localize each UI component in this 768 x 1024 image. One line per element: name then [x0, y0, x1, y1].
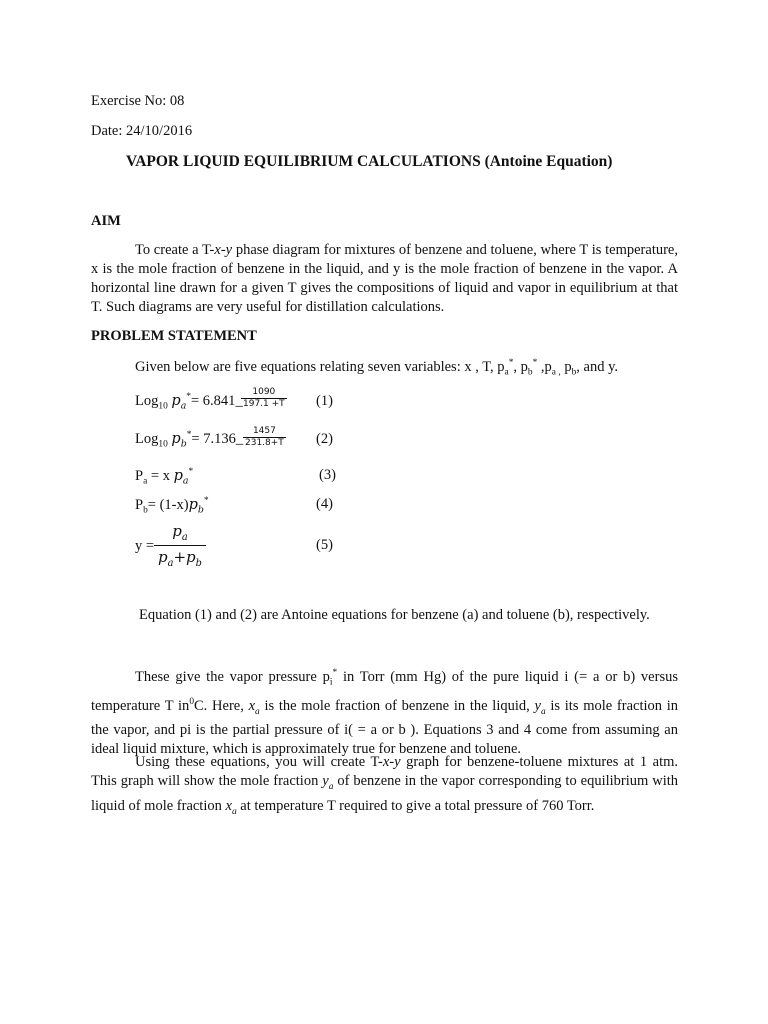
equation-4: $P_b= (1-x)p_b^*$ [135, 496, 209, 516]
equation-5-number: (5) [316, 537, 333, 553]
equation-2-number: (2) [316, 431, 333, 447]
equation-1-fraction: $\frac{1090}{197.1 +T}$ [243, 387, 285, 409]
aim-paragraph: To create a T-x-y phase diagram for mixtures of benzene and toluene, where T is temperature, x is the mole fraction of benzene in the liquid, and y is the mole fraction of benzene in the vapor. A horizontal line drawn for a given T gives the compositions of liquid and vapor in equilibrium at that T. Such diagrams are very useful for distillation calculations. [91, 242, 678, 315]
equation-3-number: (3) [319, 467, 336, 483]
document-title: VAPOR LIQUID EQUILIBRIUM CALCULATIONS (Antoine Equation) [126, 153, 613, 170]
exercise-number: Exercise No: 08 [91, 93, 185, 109]
equation-5-lhs: y = [135, 538, 155, 554]
exercise-date: Date: 24/10/2016 [91, 123, 193, 139]
equation-3: $P_a = x$ $p_a^*$ [135, 467, 194, 487]
equation-1-number: (1) [316, 393, 333, 409]
vapor-pressure-paragraph: These give the vapor pressure $p_i^*$ in Torr (mm Hg) of the pure liquid i (= a or b) versus temperature T $in^0C$. Here, $x_a$ is the mole fraction of benzene in the liquid, $y_a$ is its mole fraction in the vapor, and pi is the partial pressure of i( = a or b ). Equations 3 and 4 come from assuming an ideal liquid mixture, which is approximately true for benzene and toluene. [91, 668, 679, 758]
equation-1: Log$_{10}$ $p_a^*=$ 6.841_ [135, 392, 243, 412]
equation-5-fraction: $\frac{p_a}{p_a+p_b}$ [154, 522, 206, 569]
problem-heading: PROBLEM STATEMENT [91, 328, 257, 344]
equation-4-number: (4) [316, 496, 333, 512]
equation-2-fraction: $\frac{1457}{231.8+T}$ [245, 426, 284, 448]
problem-intro: Given below are five equations relating seven variables: x , T, $p_a^*$, $p_b^*$ $,p_{a ,}$ $p_b$, and y. [135, 358, 619, 378]
antoine-note: Equation (1) and (2) are Antoine equations for benzene (a) and toluene (b), respectively. [139, 607, 650, 623]
aim-heading: AIM [91, 213, 121, 229]
equation-2: Log$_{10}$ $p_b^*=$ 7.136_ [135, 430, 244, 450]
graph-paragraph: Using these equations, you will create T-x-y graph for benzene-toluene mixtures at 1 atm. This graph will show the mole fraction $y_a$ of benzene in the vapor corresponding to equilibrium with liquid of mole fraction $x_a$ at temperature T required to give a total pressure of 760 Torr. [91, 754, 679, 817]
